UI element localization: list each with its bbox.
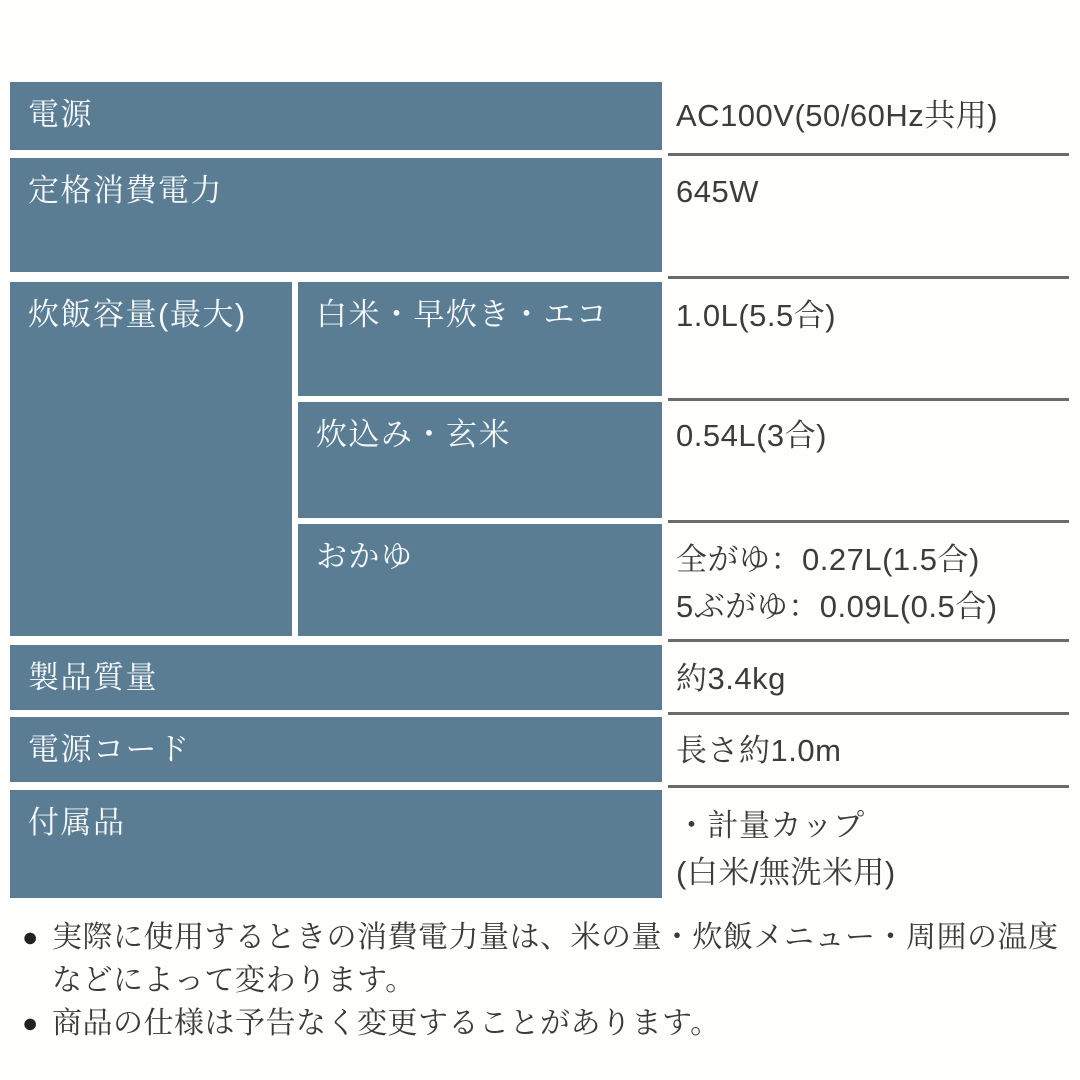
divider-line [668,276,1069,279]
row-divider [10,272,1069,282]
spec-row-rated-power [10,158,1069,272]
bullet-icon: ● [22,1008,39,1038]
spec-label-porridge: おかゆ [298,524,662,636]
spec-value-power: AC100V(50/60Hz共用) [676,98,999,133]
capacity-subrows [298,282,1069,636]
spec-value-power-cord: 長さ約1.0m [676,733,842,768]
spec-value-mixed-brown: 0.54L(3合) [676,418,827,453]
row-divider [10,710,1069,717]
footnote-text [52,1002,1066,1045]
spec-row-weight [10,645,1069,710]
spec-subrow-mixed-brown [298,402,1069,518]
spec-value-rated-power: 645W [676,174,759,209]
spec-label-power: 電源 [10,82,662,150]
spec-label-rated-power: 定格消費電力 [10,158,662,272]
footnote-text [52,916,1066,1002]
footnote-line: などによって変わります。 [52,964,416,997]
footnote-power-consumption [22,916,1066,1002]
divider-line [668,153,1069,156]
porridge-value-line2: 5ぶがゆ：0.09L(0.5合) [676,589,998,624]
footnote-spec-change [22,1002,1066,1045]
spec-subrow-porridge [298,524,1069,636]
accessories-value-line1: ・計量カップ [676,808,865,843]
spec-subrow-white-rice [298,282,1069,396]
spec-label-capacity: 炊飯容量(最大) [10,282,292,636]
porridge-value-line1: 全がゆ：0.27L(1.5合) [676,542,980,577]
bullet-icon: ● [22,922,39,952]
row-divider [10,150,1069,158]
accessories-value-line2: (白米/無洗米用) [676,855,896,890]
spec-label-white-rice: 白米・早炊き・エコ [298,282,662,396]
spec-table [10,82,1069,898]
spec-value-porridge [668,524,1069,636]
spec-row-power [10,82,1069,150]
spec-label-weight: 製品質量 [10,645,662,710]
footnote-line: 実際に使用するときの消費電力量は、米の量・炊飯メニュー・周囲の温度 [52,921,1059,954]
spec-value-weight: 約3.4kg [676,661,786,696]
footnote-line: 商品の仕様は予告なく変更することがあります。 [52,1007,721,1040]
spec-value-white-rice: 1.0L(5.5合) [676,298,837,333]
divider-line [668,520,1069,523]
spec-row-capacity [10,282,1069,636]
spec-row-power-cord [10,717,1069,782]
row-divider [10,782,1069,790]
spec-label-power-cord: 電源コード [10,717,662,782]
divider-line [668,712,1069,715]
divider-line [668,398,1069,401]
footnotes [22,916,1066,1045]
spec-row-accessories [10,790,1069,898]
row-divider [10,636,1069,645]
divider-line [668,639,1069,642]
spec-label-accessories: 付属品 [10,790,662,898]
spec-label-mixed-brown: 炊込み・玄米 [298,402,662,518]
divider-line [668,785,1069,788]
spec-value-accessories [668,790,1069,898]
